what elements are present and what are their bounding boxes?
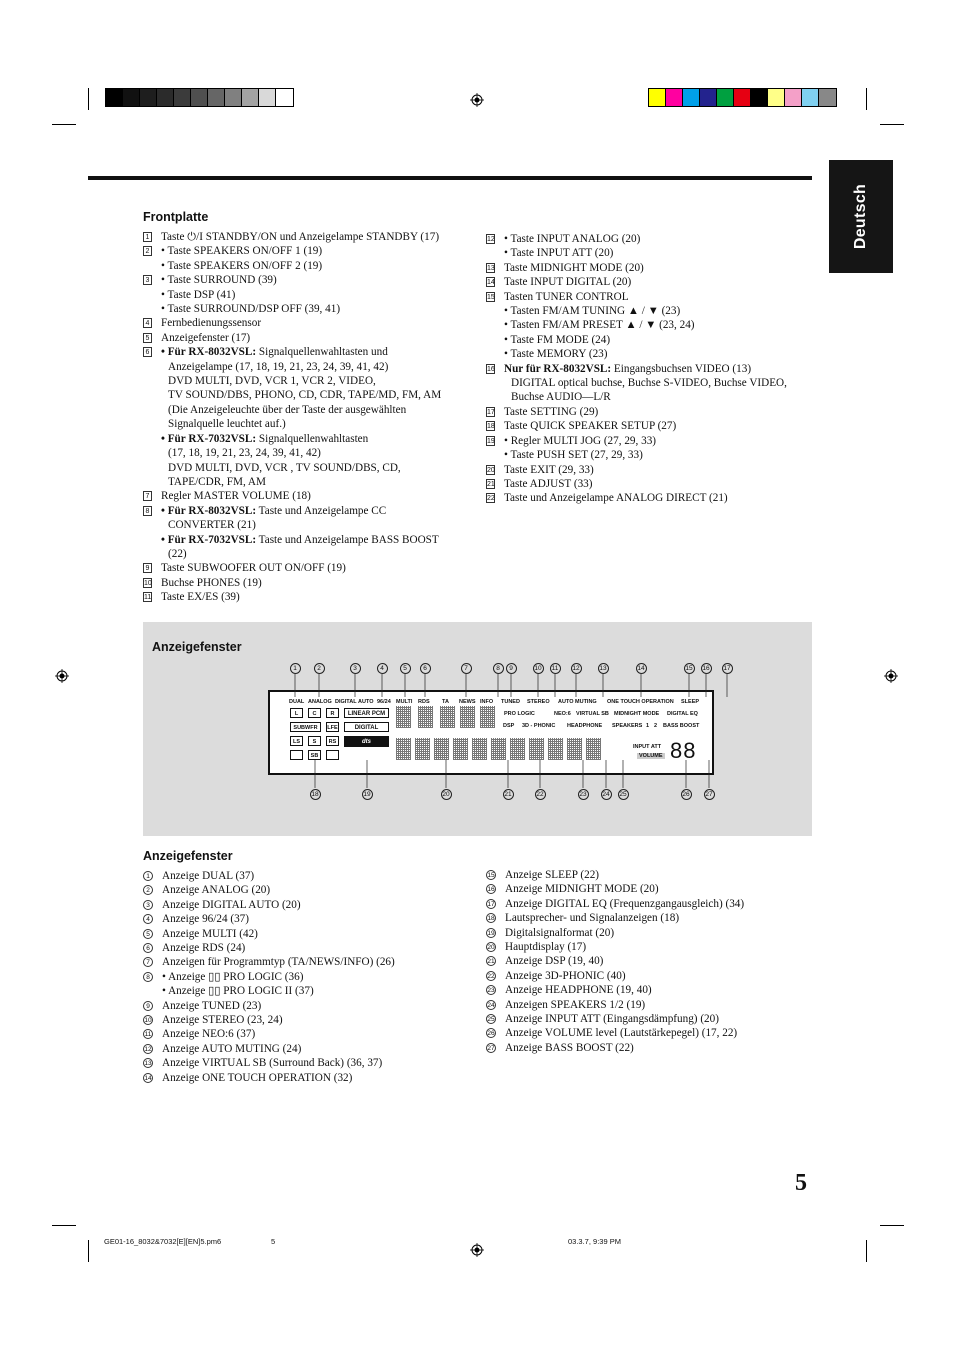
item-line: Anzeige VIRTUAL SB (Surround Back) (36, 37) [162, 1057, 383, 1070]
item-number: 2 [143, 885, 153, 895]
list-item [486, 969, 806, 983]
linear-pcm-indicator: LINEAR PCM [344, 708, 389, 718]
indicator-label: 1 [646, 723, 650, 729]
indicator-label: RDS [418, 699, 430, 705]
item-line: Signalquelle leuchtet auf.) [168, 418, 286, 431]
callout-number: 20 [442, 791, 450, 798]
speaker-indicator: S [308, 736, 321, 746]
item-text [162, 912, 473, 926]
item-line: (Die Anzeigeleuchte über der Taste der ausgewählten [168, 403, 407, 416]
list-item [486, 1026, 806, 1040]
list-item [486, 926, 806, 940]
callout-number: 7 [461, 663, 472, 674]
list-item [143, 898, 473, 912]
list-item [143, 1071, 473, 1085]
list-item [143, 1056, 473, 1070]
footer-file: GE01-16_8032&7032[E][EN]5.pm6 [104, 1237, 222, 1246]
item-line: Taste EXIT (29, 33) [504, 463, 594, 476]
segment-character [480, 706, 495, 728]
item-line: Hauptdisplay (17) [505, 941, 587, 954]
indicator-label: DIGITAL [335, 699, 357, 705]
item-line: Anzeige TUNED (23) [162, 999, 262, 1012]
anzeigefenster-list-left [143, 869, 473, 1085]
list-item [143, 999, 473, 1013]
speaker-indicator: R [326, 708, 339, 718]
item-text [505, 983, 806, 997]
item-line: Anzeige RDS (24) [162, 942, 246, 955]
callout-number: 5 [400, 663, 411, 674]
volume-indicator: VOLUME [639, 753, 663, 759]
callout-number: 27 [705, 791, 713, 798]
item-line: • Anzeige ▯▯ PRO LOGIC (36) [162, 970, 304, 983]
item-line: Anzeige HEADPHONE (19, 40) [505, 984, 652, 997]
callout-number: 22 [536, 791, 544, 798]
item-text [162, 898, 473, 912]
speaker-indicator-blank [326, 750, 339, 760]
item-line: • Anzeige ▯▯ PRO LOGIC II (37) [162, 985, 314, 998]
item-number: 17 [487, 900, 495, 908]
display-diagram-title: Anzeigefenster [152, 640, 242, 654]
indicator-label: PRO LOGIC [504, 711, 535, 717]
item-line: Anzeige SLEEP (22) [505, 869, 600, 881]
speaker-indicator: C [308, 708, 321, 718]
item-number: 18 [487, 915, 495, 923]
item-text [162, 1013, 473, 1027]
item-line: • Taste FM MODE (24) [504, 333, 611, 346]
item-line: Anzeigen für Programmtyp (TA/NEWS/INFO) (26) [162, 956, 395, 969]
callout-number: 16 [702, 665, 710, 672]
indicator-label: 3D - PHONIC [522, 723, 556, 729]
segment-character [548, 738, 563, 760]
list-item [486, 954, 806, 968]
callout-number: 24 [602, 791, 610, 798]
item-text [162, 941, 473, 955]
item-number: 4 [143, 318, 152, 328]
indicator-label: MULTI [396, 699, 413, 705]
item-number: 14 [144, 1074, 152, 1082]
item-number: 8 [143, 972, 153, 982]
speaker-indicator: SUBWFR [290, 722, 321, 732]
item-line: Fernbedienungssensor [161, 317, 262, 330]
item-line: • Tasten FM/AM PRESET ▲ / ▼ (23, 24) [504, 319, 695, 332]
segment-character [472, 738, 487, 760]
item-number: 11 [144, 1031, 152, 1039]
item-line: Anzeige DIGITAL EQ (Frequenzgangausgleich) (34) [505, 897, 745, 910]
item-number: 14 [487, 279, 495, 287]
segment-character [491, 738, 506, 760]
item-number: 5 [143, 333, 152, 343]
item-number: 10 [144, 579, 152, 587]
speaker-indicator: RS [326, 736, 339, 746]
item-line: TAPE/CDR, FM, AM [168, 475, 266, 488]
segment-character [453, 738, 468, 760]
list-item [486, 940, 806, 954]
list-item [486, 911, 806, 925]
callout-number: 8 [493, 663, 504, 674]
item-number: 19 [487, 929, 495, 937]
item-line: Anzeige STEREO (23, 24) [162, 1014, 283, 1027]
item-line: Taste MIDNIGHT MODE (20) [504, 261, 644, 274]
item-text [505, 926, 806, 940]
item-line: Anzeigelampe (17, 18, 19, 21, 23, 24, 39, 41, 42) [168, 360, 389, 373]
item-number: 7 [143, 491, 152, 501]
indicator-label: DSP [503, 723, 515, 729]
item-line: Anzeige 96/24 (37) [162, 913, 249, 926]
list-item [143, 1027, 473, 1041]
speaker-indicator: LS [290, 736, 303, 746]
indicator-label: NEWS [459, 699, 476, 705]
language-tab-label: Deutsch [852, 183, 869, 250]
item-line: Digitalsignalformat (20) [505, 926, 615, 939]
item-bold: • Für RX-8032VSL: [161, 504, 257, 517]
item-line: (17, 18, 19, 21, 23, 24, 39, 41, 42) [168, 447, 321, 460]
callout-number: 17 [723, 665, 731, 672]
callout-number: 14 [637, 665, 645, 672]
item-line: • Taste SPEAKERS ON/OFF 1 (19) [161, 245, 323, 258]
item-number: 16 [487, 886, 495, 894]
item-line: Taste SUBWOOFER OUT ON/OFF (19) [161, 562, 346, 575]
list-item [143, 1013, 473, 1027]
indicator-label: TA [442, 699, 449, 705]
item-line: • Taste MEMORY (23) [504, 348, 608, 361]
item-number: 3 [143, 900, 153, 910]
item-text [162, 883, 473, 897]
item-number: 27 [487, 1044, 495, 1052]
item-line: Anzeigefenster (17) [161, 331, 251, 344]
item-line: • Taste SURROUND/DSP OFF (39, 41) [161, 303, 341, 316]
item-number: 10 [144, 1017, 152, 1025]
indicator-label: NEO:6 [554, 711, 571, 717]
item-line: TV SOUND/DBS, PHONO, CD, CDR, TAPE/MD, FM, AM [168, 389, 442, 402]
item-bold: • Für RX-7032VSL: [161, 432, 257, 445]
dts-indicator: dts [344, 736, 389, 747]
item-number: 4 [143, 914, 153, 924]
input-att-indicator: INPUT ATT [633, 744, 662, 750]
item-text [505, 1041, 806, 1055]
list-item [486, 868, 806, 882]
indicator-label: BASS BOOST [663, 723, 700, 729]
item-line: Taste EX/ES (39) [161, 591, 240, 604]
item-text [162, 1056, 473, 1070]
segment-character [440, 706, 455, 728]
list-item [486, 882, 806, 896]
callout-number: 23 [579, 791, 587, 798]
item-line: Anzeige ONE TOUCH OPERATION (32) [162, 1071, 353, 1084]
callout-number: 12 [572, 665, 580, 672]
indicator-label: DIGITAL EQ [667, 711, 698, 717]
callout-number: 26 [682, 791, 690, 798]
item-bold: • Für RX-7032VSL: [161, 533, 257, 546]
list-item [143, 1042, 473, 1056]
item-line: • Taste SURROUND (39) [161, 274, 277, 287]
list-item [143, 970, 473, 999]
item-number: 13 [487, 264, 495, 272]
item-text [505, 868, 806, 882]
item-number: 9 [143, 563, 152, 573]
anzeigefenster-list-right [486, 868, 806, 1055]
indicator-label: STEREO [527, 699, 550, 705]
item-number: 7 [143, 957, 153, 967]
list-item [143, 955, 473, 969]
list-item [486, 1041, 806, 1055]
item-line: Taste INPUT DIGITAL (20) [504, 276, 632, 289]
indicator-label: INFO [480, 699, 494, 705]
list-item [143, 927, 473, 941]
speaker-indicator-blank [290, 750, 303, 760]
item-line: Anzeige VOLUME level (Lautstärkepegel) (17, 22) [505, 1027, 738, 1040]
anzeigefenster-heading: Anzeigefenster [143, 849, 233, 863]
list-item [143, 912, 473, 926]
indicator-label: DUAL [289, 699, 305, 705]
item-bold: Nur für RX-8032VSL: [504, 362, 612, 375]
indicator-label: SLEEP [681, 699, 700, 705]
item-line: Regler MASTER VOLUME (18) [161, 490, 311, 503]
callout-number: 15 [685, 665, 693, 672]
segment-character [567, 738, 582, 760]
item-text [162, 869, 473, 883]
callout-number: 4 [377, 663, 388, 674]
item-text [505, 882, 806, 896]
item-line: Anzeige BASS BOOST (22) [505, 1041, 634, 1054]
segment-character [434, 738, 449, 760]
item-number: 24 [487, 1001, 495, 1009]
volume-digits: 88 [670, 738, 697, 763]
item-line-rest: Signalquellenwahltasten [256, 432, 369, 445]
item-line: Buchse PHONES (19) [161, 576, 262, 589]
item-line-rest: Taste und Anzeigelampe BASS BOOST [256, 533, 439, 546]
item-text [162, 1042, 473, 1056]
indicator-label: MIDNIGHT MODE [614, 711, 660, 717]
callout-number: 25 [619, 791, 627, 798]
item-number: 1 [143, 871, 153, 881]
item-number: 12 [487, 236, 495, 243]
callout-number: 3 [350, 663, 361, 674]
speaker-indicator: SB [308, 750, 321, 760]
item-line-rest: Taste und Anzeigelampe CC [256, 504, 387, 517]
list-item [143, 883, 473, 897]
item-line-rest: Signalquellenwahltasten und [256, 346, 388, 359]
item-number: 20 [487, 944, 495, 952]
indicator-label: AUTO MUTING [558, 699, 597, 705]
item-text [162, 955, 473, 969]
indicator-label: ONE TOUCH OPERATION [607, 699, 674, 705]
item-line: Anzeige DUAL (37) [162, 870, 255, 882]
item-line: • Tasten FM/AM TUNING ▲ / ▼ (23) [504, 305, 681, 318]
indicator-label: HEADPHONE [567, 723, 603, 729]
item-line: Anzeige ANALOG (20) [162, 884, 271, 897]
list-item [486, 897, 806, 911]
item-number: 21 [487, 480, 495, 488]
item-number: 26 [487, 1030, 495, 1038]
item-line: Anzeige DSP (19, 40) [505, 955, 604, 968]
item-number: 8 [143, 506, 152, 516]
item-line: Anzeige MIDNIGHT MODE (20) [505, 883, 659, 896]
item-line: Taste und Anzeigelampe ANALOG DIRECT (21) [504, 492, 728, 505]
callout-number: 2 [314, 663, 325, 674]
list-item [486, 983, 806, 997]
item-line: CONVERTER (21) [168, 519, 256, 532]
item-line: • Taste DSP (41) [161, 288, 236, 301]
item-text [162, 1071, 473, 1085]
item-number: 21 [487, 958, 495, 966]
item-number: 22 [487, 495, 495, 503]
item-text [505, 998, 806, 1012]
callout-number: 21 [504, 791, 512, 798]
footer-date: 03.3.7, 9:39 PM [568, 1237, 621, 1246]
item-number: 16 [487, 365, 495, 373]
indicator-label: ANALOG [308, 699, 332, 705]
segment-character [460, 706, 475, 728]
indicator-label: VIRTUAL SB [576, 711, 609, 717]
indicator-label: SPEAKERS [612, 723, 643, 729]
item-text [505, 1012, 806, 1026]
item-text [505, 940, 806, 954]
item-line: Anzeige NEO:6 (37) [162, 1028, 256, 1041]
callout-number: 13 [599, 665, 607, 672]
item-line: DIGITAL optical buchse, Buchse S-VIDEO, Buchse VIDEO, [511, 377, 787, 390]
item-line: Anzeigen SPEAKERS 1/2 (19) [505, 998, 646, 1011]
callout-number: 18 [311, 791, 319, 798]
item-text [505, 911, 806, 925]
segment-character [510, 738, 525, 760]
page-number: 5 [795, 1170, 807, 1196]
item-number: 13 [144, 1060, 152, 1068]
item-number: 25 [487, 1016, 495, 1024]
item-number: 17 [487, 408, 495, 416]
speaker-indicator: L [290, 708, 303, 718]
item-number: 1 [143, 232, 152, 242]
list-item [143, 869, 473, 883]
item-line: Anzeige MULTI (42) [162, 927, 258, 940]
segment-character [418, 706, 433, 728]
item-line: (22) [168, 547, 187, 560]
item-line: DVD MULTI, DVD, VCR , TV SOUND/DBS, CD, [168, 461, 401, 474]
speaker-indicator: LFE [326, 722, 339, 732]
item-line: Buchse AUDIO—L/R [511, 391, 611, 404]
item-number: 6 [143, 347, 152, 357]
item-text [505, 1026, 806, 1040]
item-line: • Taste INPUT ATT (20) [504, 247, 614, 260]
item-text [505, 969, 806, 983]
item-text [162, 970, 473, 999]
item-line: • Taste INPUT ANALOG (20) [504, 233, 641, 245]
item-number: 19 [487, 437, 495, 445]
item-number: 15 [487, 293, 495, 301]
digital-indicator: DIGITAL [344, 722, 389, 732]
item-line: Tasten TUNER CONTROL [504, 290, 629, 303]
callout-number: 6 [420, 663, 431, 674]
item-line: Taste ADJUST (33) [504, 477, 593, 490]
item-number: 23 [487, 987, 495, 995]
item-line: Lautsprecher- und Signalanzeigen (18) [505, 912, 680, 925]
item-line: Taste SETTING (29) [504, 405, 599, 418]
item-number: 6 [143, 943, 153, 953]
list-item [486, 998, 806, 1012]
item-line-rest: Eingangsbuchsen VIDEO (13) [611, 362, 752, 375]
indicator-label: TUNED [501, 699, 520, 705]
item-text [162, 999, 473, 1013]
callout-number: 9 [506, 663, 517, 674]
item-number: 15 [487, 872, 495, 879]
item-number: 3 [143, 275, 152, 285]
item-number: 22 [487, 972, 495, 980]
footer-page: 5 [271, 1237, 276, 1246]
indicator-label: AUTO [358, 699, 374, 705]
callout-number: 11 [550, 663, 561, 674]
item-text [505, 897, 806, 911]
segment-character [586, 738, 601, 760]
item-number: 18 [487, 423, 495, 431]
item-line: Anzeige DIGITAL AUTO (20) [162, 898, 301, 911]
list-item [143, 941, 473, 955]
item-text [162, 1027, 473, 1041]
callout-number: 10 [534, 665, 542, 672]
item-line: Taste QUICK SPEAKER SETUP (27) [504, 420, 677, 433]
item-line: Anzeige INPUT ATT (Eingangsdämpfung) (20) [505, 1013, 719, 1026]
item-number: 5 [143, 929, 153, 939]
item-number: 12 [144, 1045, 152, 1053]
item-line: Anzeige 3D-PHONIC (40) [505, 969, 626, 982]
item-text [505, 954, 806, 968]
segment-character [396, 738, 411, 760]
item-line: Anzeige AUTO MUTING (24) [162, 1042, 302, 1055]
item-text [162, 927, 473, 941]
segment-character [415, 738, 430, 760]
item-line: Taste ⏻/I STANDBY/ON und Anzeigelampe STANDBY (17) [161, 231, 440, 243]
item-number: 20 [487, 466, 495, 474]
item-number: 9 [143, 1001, 153, 1011]
list-item [486, 1012, 806, 1026]
callout-number: 19 [363, 791, 371, 798]
indicator-label: 2 [654, 723, 658, 729]
item-number: 2 [143, 246, 152, 256]
frontplatte-heading: Frontplatte [143, 210, 209, 224]
item-bold: • Für RX-8032VSL: [161, 346, 257, 359]
item-number: 11 [144, 594, 152, 602]
item-line: • Regler MULTI JOG (27, 29, 33) [504, 434, 657, 447]
callout-number: 1 [290, 663, 301, 674]
item-line: • Taste PUSH SET (27, 29, 33) [504, 449, 643, 462]
indicator-label: 96/24 [377, 699, 391, 705]
item-line: • Taste SPEAKERS ON/OFF 2 (19) [161, 259, 323, 272]
segment-character [529, 738, 544, 760]
segment-character [396, 706, 411, 728]
item-line: DVD MULTI, DVD, VCR 1, VCR 2, VIDEO, [168, 375, 376, 388]
